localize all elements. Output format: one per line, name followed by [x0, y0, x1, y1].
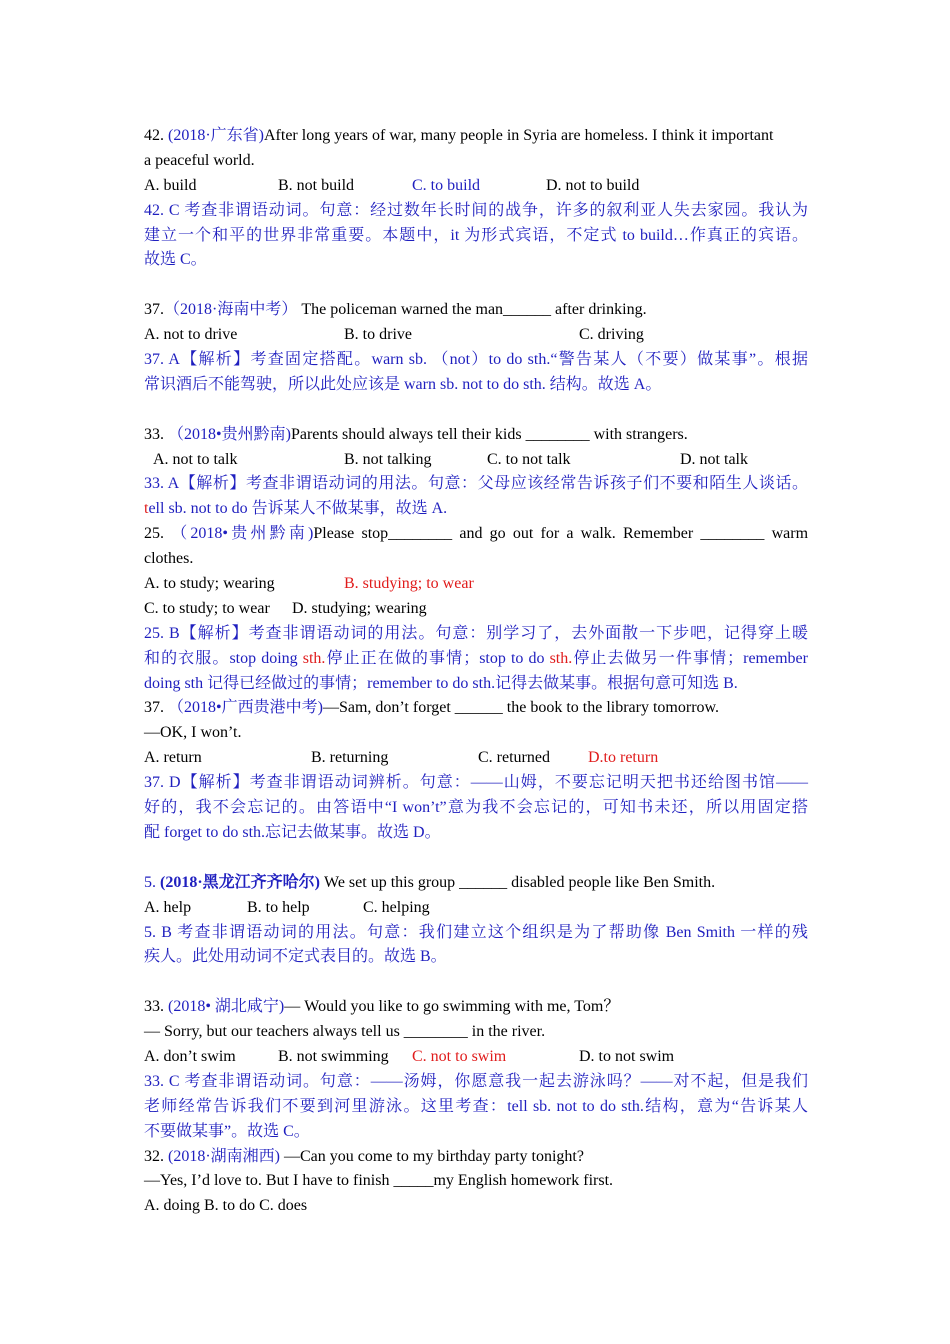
q37a-answer-line2: 常识酒后不能驾驶，所以此处应该是 warn sb. not to do sth. 结构。故选 A。	[144, 375, 662, 393]
q42-line2	[144, 149, 808, 174]
spacer	[144, 846, 808, 871]
q42-option-d: D. not to build	[546, 176, 640, 194]
q42-line1	[144, 124, 808, 149]
q5-option-b: B. to help	[247, 898, 310, 916]
q42-option-a: A. build	[144, 176, 197, 194]
q25-options-2	[144, 597, 808, 622]
q33a-answer-line1: 33. A【解析】考查非谓语动词的用法。句意：父母应该经常告诉孩子们不要和陌生人谈话。	[144, 475, 808, 493]
q33a-answer-red: t	[144, 500, 149, 518]
q37b-answer-line1: 37. D【解析】考查非谓语动词辨析。句意：——山姆，不要忘记明天把书还给图书馆——	[144, 774, 808, 792]
q37b-answer-line3: 配 forget to do sth.忘记去做某事。故选 D。	[144, 823, 441, 841]
q32-options: A. doing B. to do C. does	[144, 1197, 308, 1215]
q37b-source: （2018•广西贵港中考)	[168, 699, 323, 717]
q37b-stem-cont: —OK, I won’t.	[144, 724, 242, 742]
q37b-line1	[144, 696, 808, 721]
q32-number: 32.	[144, 1147, 164, 1165]
q42-answer-line2: 建立一个和平的世界非常重要。本题中，it 为形式宾语，不定式 to build…作真正的宾语。	[144, 226, 808, 244]
q37a-source: （2018·海南中考）	[164, 301, 298, 319]
q5-number: 5.	[144, 873, 156, 891]
q37a-stem: The policeman warned the man______ after drinking.	[301, 301, 647, 319]
spacer	[144, 970, 808, 995]
q25-stem: Please stop________ and go out for a walk. Remember ________ warm	[313, 525, 809, 543]
q32-line1	[144, 1145, 808, 1170]
q42-number: 42.	[144, 127, 164, 144]
q33a-line1	[144, 423, 808, 448]
q25-option-a: A. to study; wearing	[144, 575, 275, 593]
q33a-option-d: D. not talk	[680, 450, 748, 468]
q37b-stem: —Sam, don’t forget ______ the book to the library tomorrow.	[322, 699, 720, 717]
q37b-option-a: A. return	[144, 749, 202, 767]
q33a-options	[144, 448, 808, 473]
q33a-option-b: B. not talking	[344, 450, 432, 468]
q37a-number: 37.	[144, 301, 164, 319]
q25-option-c: C. to study; to wear	[144, 599, 270, 617]
q37b-option-c: C. returned	[478, 749, 550, 767]
q33b-option-b: B. not swimming	[278, 1047, 389, 1065]
q25-answer-red2: sth.	[549, 649, 573, 667]
q25-answer-2b: 停止正在做的事情；stop to do	[325, 649, 550, 667]
q42-answer-line3: 故选 C。	[144, 251, 207, 269]
q33a-answer-rest: ell sb. not to do 告诉某人不做某事，故选 A.	[148, 500, 448, 518]
q5-options	[144, 896, 808, 921]
q25-options-1	[144, 572, 808, 597]
q5-stem: We set up this group ______ disabled people like Ben Smith.	[320, 873, 716, 891]
q33a-option-c: C. to not talk	[487, 450, 571, 468]
q37b-option-d: D.to return	[588, 749, 659, 767]
q25-number: 25.	[144, 525, 164, 543]
q25-answer-line3: doing sth 记得已经做过的事情；remember to do sth.记得去做某事。根据句意可知选 B.	[144, 674, 738, 692]
q37b-number: 37.	[144, 699, 164, 717]
q33b-stem: — Would you like to go swimming with me, Tom？	[284, 998, 620, 1016]
q33a-number: 33.	[144, 425, 164, 443]
q42-source: (2018·广东省)	[168, 127, 264, 144]
q5-option-a: A. help	[144, 898, 192, 916]
q25-answer-line2	[144, 647, 808, 672]
q37a-option-a: A. not to drive	[144, 326, 238, 344]
q33a-stem: Parents should always tell their kids ________ with strangers.	[290, 425, 688, 443]
q37b-answer-line2: 好的，我不会忘记的。由答语中“I won’t”意为我不会忘记的，可知书未还，所以用固定搭	[144, 799, 808, 817]
q33b-option-c: C. not to swim	[412, 1047, 507, 1065]
q33b-number: 33.	[144, 998, 164, 1016]
q25-option-d: D. studying; wearing	[292, 599, 427, 617]
q32-stem-cont: —Yes, I’d love to. But I have to finish _____my English homework first.	[144, 1172, 614, 1190]
q33a-source: （2018•贵州黔南)	[168, 425, 291, 443]
q33b-source: (2018• 湖北咸宁)	[168, 998, 285, 1016]
q37a-answer-line1: 37. A【解析】考查固定搭配。warn sb. （not）to do sth.“警告某人（不要）做某事”。根据	[144, 351, 808, 369]
q25-option-b: B. studying; to wear	[344, 575, 474, 593]
spacer	[144, 398, 808, 423]
q33b-options	[144, 1045, 808, 1070]
q25-stem-cont: clothes.	[144, 550, 194, 568]
q33b-option-a: A. don’t swim	[144, 1047, 236, 1065]
q37a-option-b: B. to drive	[344, 326, 412, 344]
q25-answer-red1: sth.	[302, 649, 326, 667]
q33a-option-a: A. not to talk	[153, 450, 238, 468]
q25-answer-line1: 25. B【解析】考查非谓语动词的用法。句意：别学习了，去外面散一下步吧，记得穿上暖	[144, 624, 808, 642]
q42-options	[144, 174, 808, 199]
q32-stem: —Can you come to my birthday party tonight?	[284, 1147, 584, 1165]
q42-option-b: B. not build	[278, 176, 355, 194]
q5-line1	[144, 871, 808, 896]
q37a-option-c: C. driving	[579, 326, 644, 344]
q33b-stem-cont: — Sorry, but our teachers always tell us ________ in the river.	[144, 1023, 546, 1041]
q25-answer-2a: 和的衣服。stop doing	[144, 649, 303, 667]
q37a-options	[144, 323, 808, 348]
spacer	[144, 273, 808, 298]
q42-stem-cont: a peaceful world.	[144, 151, 255, 169]
q37b-options	[144, 746, 808, 771]
q32-source: (2018·湖南湘西)	[168, 1147, 280, 1165]
q33b-line1	[144, 995, 808, 1020]
q33b-option-d: D. to not swim	[579, 1047, 675, 1065]
q5-answer-line2: 疾人。此处用动词不定式表目的。故选 B。	[144, 948, 447, 966]
q25-line1	[144, 522, 808, 547]
q33b-answer-line1: 33. C 考查非谓语动词。句意：——汤姆，你愿意我一起去游泳吗？——对不起，但是我们	[144, 1072, 808, 1090]
q5-answer-line1: 5. B 考查非谓语动词的用法。句意：我们建立这个组织是为了帮助像 Ben Smith 一样的残	[144, 923, 808, 941]
q37a-line1	[144, 298, 808, 323]
document-content	[144, 124, 808, 1219]
q33a-answer-line2	[144, 497, 808, 522]
q33b-answer-line3: 不要做某事”。故选 C。	[144, 1122, 310, 1140]
q42-answer-line1: 42. C 考查非谓语动词。句意：经过数年长时间的战争，许多的叙利亚人失去家园。我认为	[144, 201, 808, 219]
q25-source: （2018•贵州黔南)	[171, 525, 314, 543]
q25-answer-2c: 停止去做另一件事情；remember	[572, 649, 808, 667]
q42-stem: After long years of war, many people in Syria are homeless. I think it important	[264, 127, 774, 144]
q33b-answer-line2: 老师经常告诉我们不要到河里游泳。这里考查：tell sb. not to do sth.结构，意为“告诉某人	[144, 1097, 808, 1115]
q42-option-c: C. to build	[412, 176, 481, 194]
q5-option-c: C. helping	[363, 898, 430, 916]
q37b-option-b: B. returning	[311, 749, 389, 767]
q5-source: (2018·黑龙江齐齐哈尔)	[160, 873, 320, 891]
